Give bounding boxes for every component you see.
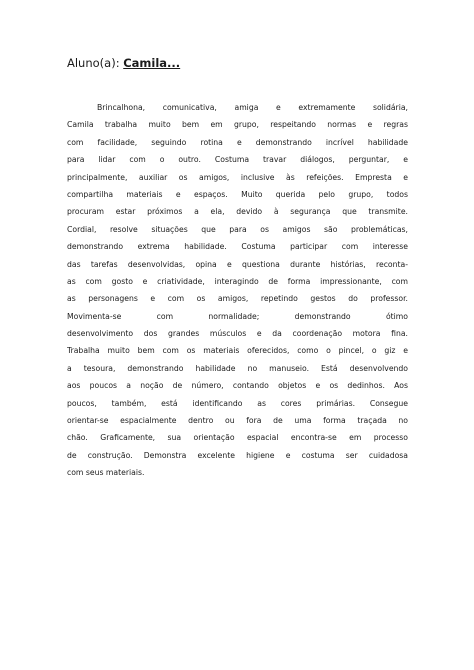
report-line: principalmente, auxiliar os amigos, inclusive às refeições. Empresta e [67, 172, 408, 182]
student-name: Camila... [123, 56, 181, 70]
report-line: Trabalha muito bem com os materiais oferecidos, como o pincel, o giz e [67, 346, 408, 356]
report-line: Brincalhona, comunicativa, amiga e extremamente solidária, [97, 103, 408, 112]
student-header [67, 56, 180, 70]
report-line: aos poucos a noção de número, contando objetos e os dedinhos. Aos [67, 381, 408, 391]
report-line: de construção. Demonstra excelente higiene e costuma ser cuidadosa [67, 450, 408, 460]
report-line: para lidar com o outro. Costuma travar diálogos, perguntar, e [67, 155, 408, 165]
report-line: Movimenta-se com normalidade; demonstrando ótimo [67, 311, 408, 321]
report-line: chão. Graficamente, sua orientação espacial encontra-se em processo [67, 433, 408, 443]
report-line: compartilha materiais e espaços. Muito querida pelo grupo, todos [67, 189, 408, 199]
report-line: desenvolvimento dos grandes músculos e da coordenação motora fina. [67, 329, 408, 339]
report-line: poucos, também, está identificando as cores primárias. Consegue [67, 398, 408, 408]
report-line: Cordial, resolve situações que para os amigos são problemáticas, [67, 224, 408, 234]
report-line: a tesoura, demonstrando habilidade no manuseio. Está desenvolvendo [67, 363, 408, 373]
report-line: demonstrando extrema habilidade. Costuma participar com interesse [67, 242, 408, 252]
report-paragraph [67, 99, 408, 482]
report-line: Camila trabalha muito bem em grupo, respeitando normas e regras [67, 120, 408, 130]
report-line: com facilidade, seguindo rotina e demonstrando incrível habilidade [67, 137, 408, 147]
student-label: Aluno(a): [67, 56, 120, 70]
report-line: as com gosto e criatividade, interagindo de forma impressionante, com [67, 276, 408, 286]
report-line: procuram estar próximos a ela, devido à segurança que transmite. [67, 207, 408, 217]
report-line: orientar-se espacialmente dentro ou fora de uma forma traçada no [67, 416, 408, 426]
report-line: das tarefas desenvolvidas, opina e questiona durante histórias, reconta- [67, 259, 408, 269]
report-line: com seus materiais. [67, 468, 145, 478]
report-line: as personagens e com os amigos, repetindo gestos do professor. [67, 294, 408, 304]
